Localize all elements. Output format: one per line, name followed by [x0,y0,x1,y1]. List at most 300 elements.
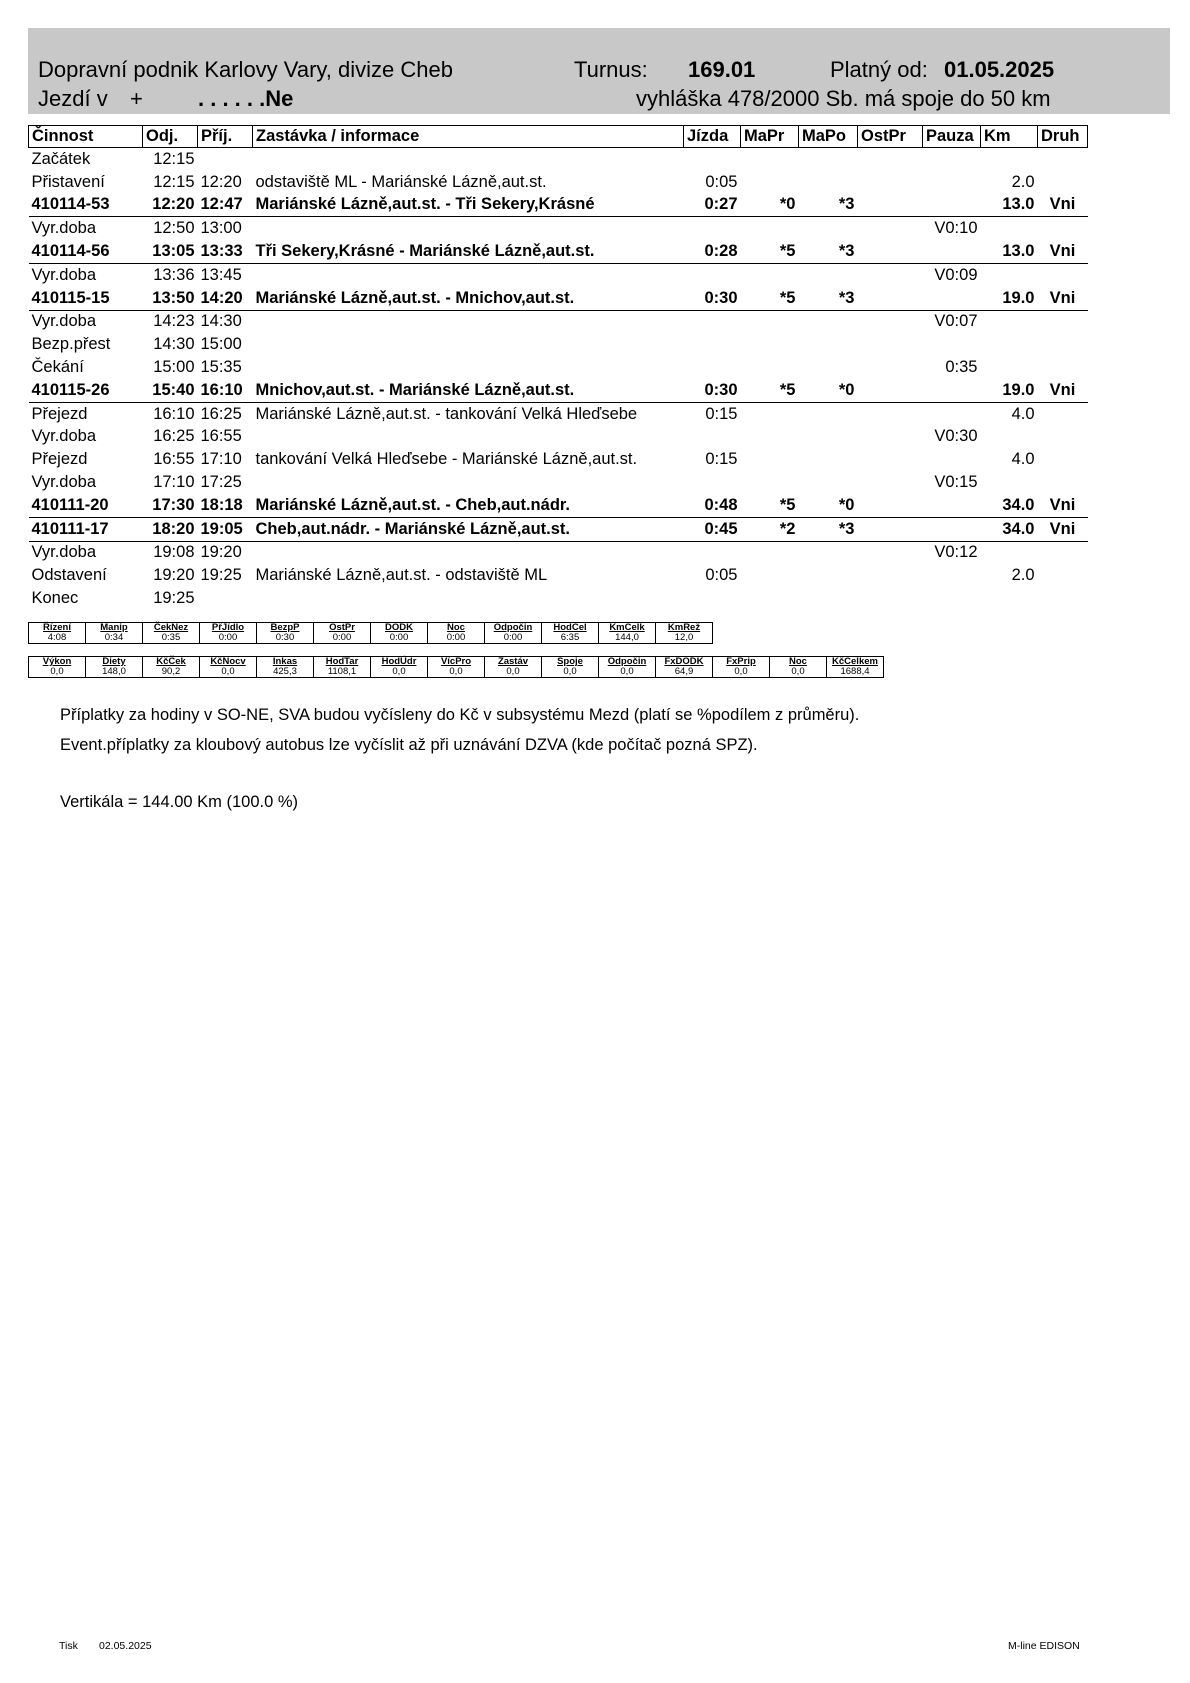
table-header-row [29,126,1088,148]
cell-zastavka [253,541,684,564]
summary-label: VícPro [428,657,485,668]
cell-km [981,356,1038,379]
summary-value: 90,2 [143,667,200,678]
col-zastavka: Zastávka / informace [253,126,684,148]
cell-druh [1038,471,1088,494]
cell-mapr [741,333,799,356]
cell-prijezd: 19:25 [200,566,242,585]
cell-cinnost: Čekání [31,358,84,377]
table-row [29,217,1088,240]
cell-ostpr [858,310,923,333]
company-name: Dopravní podnik Karlovy Vary, divize Cheb [38,57,453,82]
cell-mapo [799,541,858,564]
cell-cinnost: Vyr.doba [31,473,97,492]
summary-value: 1108,1 [314,667,371,678]
cell-mapr [741,402,799,425]
summary-value: 0,0 [29,667,86,678]
cell-odjezd: 13:50 [152,288,195,307]
cell-mapo [799,448,858,471]
cell-cinnost: Vyr.doba [29,217,143,240]
valid-from-label: Platný od: [830,57,928,82]
table-row [29,287,1088,310]
cell-jizda [684,356,741,379]
summary-label: KčNocv [200,657,257,668]
cell-jizda [684,587,741,610]
cell-prijezd: 13:33 [200,242,243,261]
summary-value: 0,0 [371,667,428,678]
cell-prijezd: 15:00 [200,335,242,354]
cell-prijezd: 13:45 [198,263,253,286]
jezdi-days: . . . . . .Ne [198,86,294,111]
cell-ostpr [858,402,923,425]
table-row [29,148,1088,171]
cell-jizda [684,426,741,449]
cell-zastavka: tankování Velká Hleďsebe - Mariánské Lázně,aut.st. [255,450,638,469]
summary-value: 0,0 [428,667,485,678]
cell-druh [1038,541,1088,564]
cell-prijezd: 14:30 [198,310,253,333]
cell-odjezd: 18:20 [143,517,198,541]
cell-km: 2.0 [1011,172,1035,191]
cell-ostpr [858,217,923,240]
cell-zastavka [253,426,684,449]
cell-cinnost: Začátek [31,149,91,168]
summary-value: 425,3 [257,667,314,678]
summary-label: Noc [428,623,485,634]
table-row [29,171,1088,194]
summary-table-1 [28,622,713,644]
cell-odjezd: 15:40 [152,380,195,399]
cell-jizda: 0:15 [705,450,738,469]
cell-prijezd: 12:20 [200,172,242,191]
summary-label: Manip [86,623,143,634]
cell-ostpr [858,426,923,449]
summary-value: 0:34 [86,633,143,644]
cell-druh [1038,356,1088,379]
cell-prijezd [198,148,253,171]
cell-km: 13.0 [1002,195,1035,214]
summary-value: 0:00 [485,633,542,644]
cell-pauza [923,587,981,610]
cell-odjezd: 14:23 [143,310,198,333]
cell-km: 4.0 [981,402,1038,425]
cell-km: 4.0 [1011,450,1035,469]
cell-mapr [741,448,799,471]
cell-pauza: V0:10 [923,217,981,240]
cell-mapo: *3 [838,288,855,307]
cell-ostpr [858,494,923,517]
table-row [29,263,1088,286]
cell-druh [1038,587,1088,610]
summary-value: 148,0 [86,667,143,678]
cell-pauza [923,402,981,425]
cell-prijezd [198,587,253,610]
cell-prijezd: 14:20 [200,288,243,307]
note-surcharge-hours: Příplatky za hodiny v SO-NE, SVA budou vyčísleny do Kč v subsystému Mezd (platí se %podílem z průměru). [60,706,860,724]
cell-cinnost: Konec [31,589,79,608]
summary-value: 0,0 [713,667,770,678]
cell-zastavka [253,333,684,356]
cell-prijezd: 13:00 [198,217,253,240]
cell-km [981,333,1038,356]
cell-pauza [923,148,981,171]
cell-mapr: *5 [779,380,796,399]
cell-odjezd: 13:36 [143,263,198,286]
cell-km: 13.0 [1002,242,1035,261]
cell-druh [1038,564,1088,587]
cell-odjezd: 12:15 [153,172,195,191]
cell-pauza: V0:09 [923,263,981,286]
table-row [29,471,1088,494]
cell-druh: Vni [1049,495,1076,514]
cell-odjezd: 12:20 [152,195,195,214]
cell-pauza: 0:35 [945,358,978,377]
summary-label: BezpP [257,623,314,634]
vyhlaska-note: vyhláška 478/2000 Sb. má spoje do 50 km [636,86,1051,111]
cell-mapo: *0 [838,380,855,399]
cell-odjezd: 16:25 [153,427,195,446]
cell-jizda: 0:05 [705,566,738,585]
summary-value: 6:35 [542,633,599,644]
summary-label: Noc [770,657,827,668]
cell-prijezd: 19:05 [198,517,253,541]
cell-jizda [684,263,741,286]
summary-label: FxPrip [713,657,770,668]
cell-jizda [684,471,741,494]
jezdi-plus: + [130,86,143,111]
table-row [29,194,1088,217]
cell-mapo [799,171,858,194]
cell-zastavka: Mnichov,aut.st. - Mariánské Lázně,aut.st. [255,380,575,399]
summary-value: 0:00 [428,633,485,644]
summary-label: HodCel [542,623,599,634]
summary-value: 0:35 [143,633,200,644]
cell-cinnost: Bezp.přest [31,335,111,354]
table-row [29,333,1088,356]
cell-zastavka: odstaviště ML - Mariánské Lázně,aut.st. [255,172,547,191]
cell-jizda: 0:27 [704,195,738,214]
cell-odjezd: 17:10 [153,473,195,492]
cell-mapo [799,426,858,449]
summary-label: Odpočin [599,657,656,668]
table-row [29,541,1088,564]
cell-odjezd: 16:55 [153,450,195,469]
cell-ostpr [858,263,923,286]
cell-druh: Vni [1038,517,1088,541]
table-row [29,564,1088,587]
cell-ostpr [858,564,923,587]
cell-ostpr [858,240,923,263]
cell-cinnost: 410114-56 [31,242,110,261]
cell-cinnost: 410114-53 [31,195,110,214]
summary-label: Spoje [542,657,599,668]
summary-label: FxDODK [656,657,713,668]
cell-km [981,263,1038,286]
cell-jizda [684,148,741,171]
cell-prijezd: 15:35 [200,358,242,377]
summary-label: Inkas [257,657,314,668]
cell-km [981,217,1038,240]
cell-cinnost: 410111-17 [29,517,143,541]
vertikala-note: Vertikála = 144.00 Km (100.0 %) [60,793,299,811]
cell-druh: Vni [1049,288,1076,307]
cell-ostpr [858,541,923,564]
cell-zastavka: Mariánské Lázně,aut.st. - Tři Sekery,Krásné [255,195,595,214]
cell-km: 19.0 [1002,288,1035,307]
cell-druh [1038,148,1088,171]
cell-pauza [923,287,981,310]
table-row [29,448,1088,471]
summary-value: 0:00 [371,633,428,644]
cell-odjezd: 12:15 [153,149,195,168]
cell-ostpr [858,448,923,471]
cell-jizda: 0:30 [704,380,738,399]
cell-zastavka [253,587,684,610]
cell-zastavka: Tři Sekery,Krásné - Mariánské Lázně,aut.st. [255,242,595,261]
summary-value: 64,9 [656,667,713,678]
cell-druh: Vni [1049,195,1076,214]
col-km: Km [981,126,1038,148]
cell-pauza [923,517,981,541]
print-label: Tisk [59,1640,78,1652]
cell-prijezd: 17:25 [200,473,242,492]
table-row [29,494,1088,517]
cell-zastavka [253,356,684,379]
cell-jizda: 0:05 [705,172,738,191]
table-row [29,402,1088,425]
cell-mapo: *0 [838,495,855,514]
cell-zastavka: Mariánské Lázně,aut.st. - tankování Velká Hleďsebe [253,402,684,425]
cell-mapo [799,356,858,379]
cell-pauza [923,333,981,356]
cell-km [981,310,1038,333]
cell-zastavka: Mariánské Lázně,aut.st. - Cheb,aut.nádr. [255,495,570,514]
cell-km [981,471,1038,494]
summary-label: KčCelkem [827,657,884,668]
cell-mapr [741,217,799,240]
cell-mapo [799,310,858,333]
cell-odjezd: 19:25 [153,589,195,608]
cell-zastavka [253,148,684,171]
cell-mapr [741,171,799,194]
cell-pauza [923,194,981,217]
summary-label: Řízení [29,623,86,634]
cell-odjezd: 19:08 [143,541,198,564]
cell-druh [1038,333,1088,356]
summary-value: 0,0 [770,667,827,678]
summary-value: 0,0 [542,667,599,678]
cell-odjezd: 14:30 [153,335,195,354]
summary-label: ČekNez [143,623,200,634]
cell-ostpr [858,287,923,310]
cell-jizda [684,541,741,564]
col-pauza: Pauza [923,126,981,148]
cell-km [981,541,1038,564]
cell-odjezd: 17:30 [152,495,195,514]
summary-label: KmCelk [599,623,656,634]
cell-jizda [684,333,741,356]
cell-cinnost: Přejezd [29,402,143,425]
cell-druh: Vni [1049,242,1076,261]
cell-zastavka: Cheb,aut.nádr. - Mariánské Lázně,aut.st. [253,517,684,541]
cell-cinnost: Přistavení [31,172,105,191]
summary-value: 144,0 [599,633,656,644]
cell-prijezd: 19:20 [198,541,253,564]
cell-zastavka: Mariánské Lázně,aut.st. - odstaviště ML [255,566,548,585]
summary-label: Diety [86,657,143,668]
summary-label: Zastáv [485,657,542,668]
cell-ostpr [858,171,923,194]
cell-prijezd: 16:55 [200,427,242,446]
cell-km [981,426,1038,449]
cell-druh [1038,263,1088,286]
cell-km [981,148,1038,171]
table-row [29,517,1088,541]
cell-cinnost: Odstavení [31,566,107,585]
cell-prijezd: 12:47 [200,195,243,214]
cell-mapr [741,356,799,379]
cell-jizda [684,310,741,333]
cell-cinnost: Vyr.doba [29,263,143,286]
summary-value: 0,0 [485,667,542,678]
table-row [29,356,1088,379]
table-row [29,426,1088,449]
cell-cinnost: Vyr.doba [29,541,143,564]
cell-jizda: 0:28 [704,242,738,261]
cell-ostpr [858,194,923,217]
cell-mapo [799,217,858,240]
cell-odjezd: 13:05 [152,242,195,261]
table-row [29,310,1088,333]
col-jizda: Jízda [684,126,741,148]
cell-ostpr [858,379,923,402]
cell-mapr [741,471,799,494]
summary-label: Výkon [29,657,86,668]
table-row [29,240,1088,263]
cell-ostpr [858,517,923,541]
summary-label: OstPr [314,623,371,634]
col-odjezd: Odj. [143,126,198,148]
cell-druh [1038,402,1088,425]
cell-pauza [923,494,981,517]
col-cinnost: Činnost [29,126,143,148]
cell-mapo [799,333,858,356]
cell-ostpr [858,587,923,610]
cell-mapo: *3 [838,195,855,214]
summary-label: DODK [371,623,428,634]
cell-ostpr [858,471,923,494]
cell-prijezd: 17:10 [200,450,242,469]
cell-cinnost: Přejezd [31,450,88,469]
valid-from-date: 01.05.2025 [944,57,1055,82]
cell-ostpr [858,333,923,356]
cell-jizda [684,217,741,240]
cell-cinnost: 410115-26 [31,380,110,399]
summary-label: HodÚdr [371,657,428,668]
cell-mapo: *3 [799,517,858,541]
cell-odjezd: 19:20 [153,566,195,585]
summary-value: 0,0 [200,667,257,678]
cell-mapo [799,263,858,286]
turnus-value: 169.01 [688,57,756,82]
cell-prijezd: 16:25 [198,402,253,425]
cell-zastavka [253,217,684,240]
cell-mapo [799,402,858,425]
summary-value: 0:00 [314,633,371,644]
cell-zastavka [253,471,684,494]
cell-mapr: *5 [779,242,796,261]
cell-mapo [799,148,858,171]
cell-km: 2.0 [1011,566,1035,585]
cell-odjezd: 15:00 [153,358,195,377]
cell-km: 34.0 [981,517,1038,541]
cell-pauza: V0:07 [923,310,981,333]
col-mapr: MaPr [741,126,799,148]
cell-pauza [923,240,981,263]
col-mapo: MaPo [799,126,858,148]
cell-pauza [923,564,981,587]
summary-value: 4:08 [29,633,86,644]
cell-zastavka [253,263,684,286]
cell-jizda: 0:30 [704,288,738,307]
table-row [29,587,1088,610]
cell-mapr [741,263,799,286]
cell-mapr [741,587,799,610]
col-druh: Druh [1038,126,1088,148]
cell-druh [1038,171,1088,194]
turnus-label: Turnus: [574,57,648,82]
cell-druh: Vni [1049,380,1076,399]
cell-mapr: *0 [779,195,796,214]
summary-value: 0:00 [200,633,257,644]
cell-druh [1038,310,1088,333]
jezdi-label: Jezdí v [38,86,108,111]
cell-odjezd: 12:50 [143,217,198,240]
cell-druh [1038,217,1088,240]
cell-mapr [741,310,799,333]
table-row [29,379,1088,402]
schedule-table [28,125,1088,610]
cell-druh [1038,426,1088,449]
cell-mapr: *5 [779,288,796,307]
cell-jizda: 0:15 [684,402,741,425]
cell-pauza [923,448,981,471]
cell-prijezd: 18:18 [200,495,243,514]
cell-zastavka: Mariánské Lázně,aut.st. - Mnichov,aut.st. [255,288,575,307]
summary-label: Odpočin [485,623,542,634]
cell-km: 19.0 [1002,380,1035,399]
software-name: M-line EDISON [1008,1640,1080,1652]
cell-pauza: V0:15 [934,473,978,492]
summary-value: 0,0 [599,667,656,678]
cell-mapo [799,471,858,494]
cell-jizda: 0:45 [684,517,741,541]
cell-mapr [741,541,799,564]
summary-label: KčČek [143,657,200,668]
cell-druh [1038,448,1088,471]
col-ostpr: OstPr [858,126,923,148]
cell-cinnost: 410115-15 [31,288,110,307]
cell-pauza: V0:12 [923,541,981,564]
cell-mapo [799,564,858,587]
summary-value: 0:30 [257,633,314,644]
summary-label: KmRež [656,623,713,634]
cell-km: 34.0 [1002,495,1035,514]
cell-prijezd: 16:10 [200,380,243,399]
print-date: 02.05.2025 [99,1640,152,1652]
cell-mapr [741,426,799,449]
cell-cinnost: Vyr.doba [29,310,143,333]
